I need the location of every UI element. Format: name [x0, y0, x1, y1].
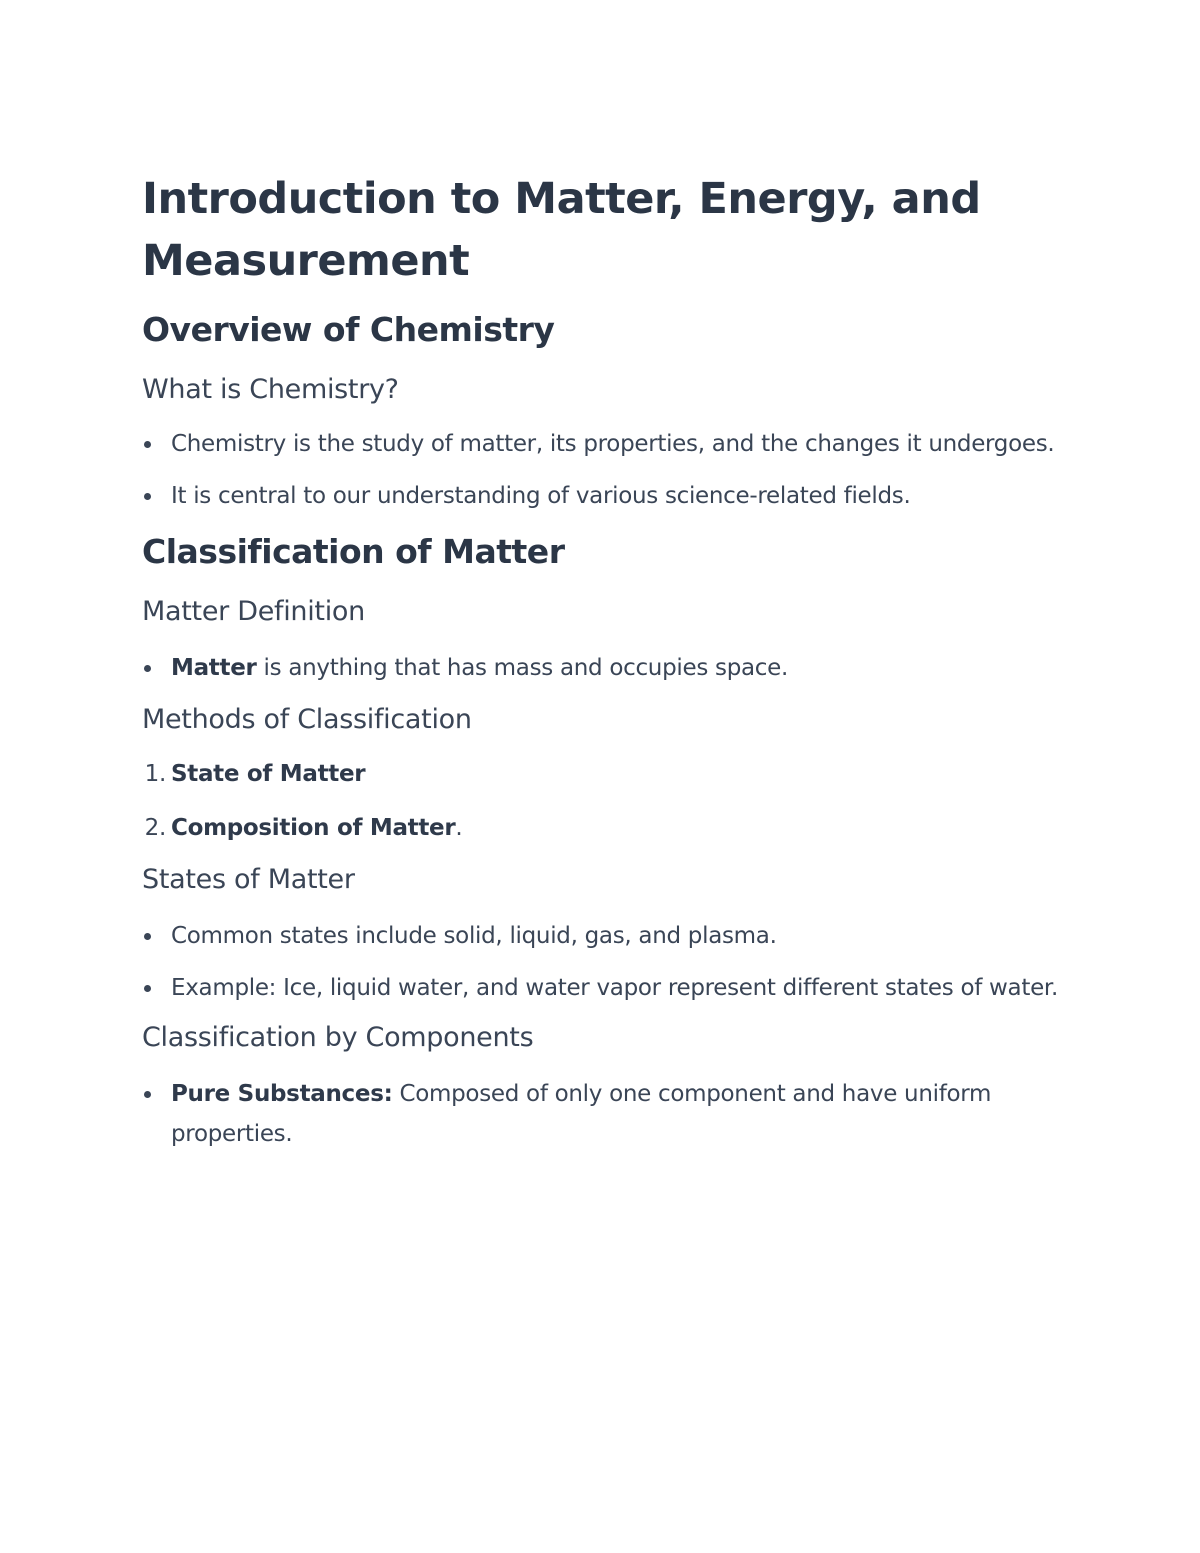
section-heading-classification: Classification of Matter	[142, 532, 565, 571]
list-item	[142, 1074, 1062, 1154]
document-page	[142, 168, 1062, 1154]
term-bold: Composition of Matter	[171, 815, 456, 841]
matter-definition-list	[142, 648, 1062, 688]
list-number: 2.	[144, 815, 166, 841]
what-is-chemistry-list	[142, 424, 1062, 516]
subheading-matter-definition: Matter Definition	[142, 596, 365, 627]
section-heading-overview: Overview of Chemistry	[142, 310, 555, 349]
methods-list	[142, 754, 1062, 848]
term-bold: Matter	[171, 655, 257, 681]
page-title: Introduction to Matter, Energy, and Measurement	[142, 174, 981, 286]
list-item: Common states include solid, liquid, gas, and plasma.	[142, 916, 1062, 956]
list-item	[142, 754, 1062, 794]
subheading-methods: Methods of Classification	[142, 704, 472, 735]
term-bold: State of Matter	[171, 761, 366, 787]
components-list	[142, 1074, 1062, 1154]
term-text: is anything that has mass and occupies space.	[256, 655, 788, 681]
list-item: It is central to our understanding of various science-related fields.	[142, 476, 1062, 516]
term-bold: Pure Substances:	[171, 1081, 393, 1107]
list-number: 1.	[144, 761, 166, 787]
subheading-states-of-matter: States of Matter	[142, 864, 355, 895]
term-text: .	[455, 815, 463, 841]
term-text: Composed of only one component and have uniform properties.	[171, 1081, 992, 1147]
subheading-components: Classification by Components	[142, 1022, 534, 1053]
list-item	[142, 648, 1062, 688]
list-item: Example: Ice, liquid water, and water vapor represent different states of water.	[142, 968, 1062, 1008]
states-list	[142, 916, 1062, 1008]
list-item: Chemistry is the study of matter, its properties, and the changes it undergoes.	[142, 424, 1062, 464]
list-item	[142, 808, 1062, 848]
subheading-what-is-chemistry: What is Chemistry?	[142, 374, 399, 405]
